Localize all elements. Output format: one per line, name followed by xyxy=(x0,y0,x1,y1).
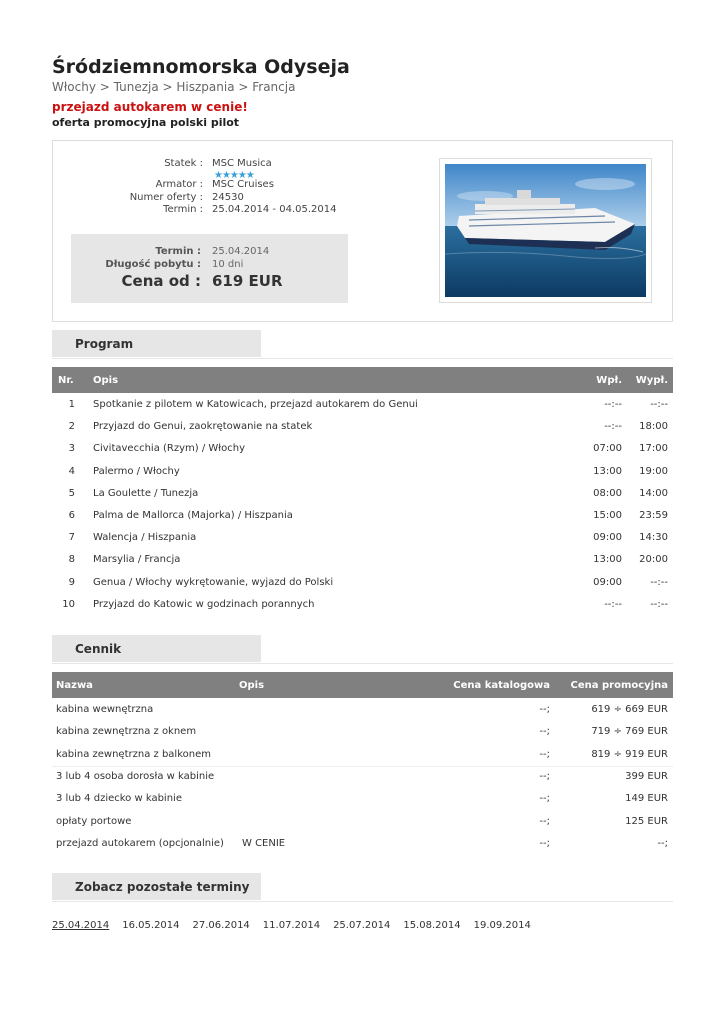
row-opis: Spotkanie z pilotem w Katowicach, przejazd autokarem do Genui xyxy=(93,399,418,410)
table-row xyxy=(52,721,673,743)
row-wpl: --:-- xyxy=(604,399,622,410)
col-cena-promocyjna: Cena promocyjna xyxy=(570,680,668,691)
page-title: Śródziemnomorska Odyseja xyxy=(52,56,350,78)
table-row xyxy=(52,572,673,594)
row-wypl: --:-- xyxy=(650,399,668,410)
row-cena-promocyjna: 619 ÷ 669 EUR xyxy=(591,704,668,715)
date-link[interactable]: 11.07.2014 xyxy=(262,920,321,931)
date-link[interactable]: 25.04.2014 xyxy=(52,920,110,931)
program-tab: Program xyxy=(52,330,261,357)
row-wypl: --:-- xyxy=(650,576,668,588)
terminy-section-heading xyxy=(52,873,673,902)
row-cena-promocyjna: 149 EUR xyxy=(625,793,668,805)
row-cena-katalogowa: --; xyxy=(539,748,550,760)
cennik-tab: Cennik xyxy=(52,635,261,662)
term-value: 25.04.2014 - 04.05.2014 xyxy=(212,204,337,215)
row-wpl: --:-- xyxy=(604,598,622,610)
row-cena-katalogowa: --; xyxy=(539,704,550,715)
row-cena-katalogowa: --; xyxy=(539,793,550,805)
row-nazwa: kabina wewnętrzna xyxy=(56,704,154,715)
row-cena-promocyjna: 399 EUR xyxy=(625,770,668,782)
row-nr: 3 xyxy=(68,443,75,455)
row-wypl: 23:59 xyxy=(639,510,668,521)
date-link[interactable]: 19.09.2014 xyxy=(473,920,531,931)
table-row xyxy=(52,394,673,416)
row-nazwa: kabina zewnętrzna z balkonem xyxy=(56,748,211,760)
table-row xyxy=(52,505,673,527)
promo-text: przejazd autokarem w cenie! xyxy=(52,100,248,114)
row-wpl: 09:00 xyxy=(593,532,622,544)
row-wypl: 14:30 xyxy=(639,532,668,544)
table-row xyxy=(52,811,673,833)
row-opis: Walencja / Hiszpania xyxy=(93,532,197,544)
price-term-label: Termin : xyxy=(155,246,201,257)
price-from-value: 619 EUR xyxy=(212,272,283,290)
row-nr: 9 xyxy=(68,576,75,588)
term-label: Termin : xyxy=(163,204,203,215)
row-wpl: 08:00 xyxy=(593,487,622,499)
price-box xyxy=(71,234,348,303)
table-row xyxy=(52,766,673,788)
table-row xyxy=(52,461,673,483)
row-cena-katalogowa: --; xyxy=(539,770,550,782)
ship-label: Statek : xyxy=(164,158,203,169)
col-nr: Nr. xyxy=(58,375,74,386)
other-dates-list xyxy=(52,920,544,931)
row-wypl: 17:00 xyxy=(639,443,668,455)
program-section-heading xyxy=(52,330,673,359)
table-row xyxy=(52,833,673,855)
table-row xyxy=(52,744,673,767)
row-nazwa: 3 lub 4 dziecko w kabinie xyxy=(56,793,182,805)
row-nr: 5 xyxy=(68,487,75,499)
col-nazwa: Nazwa xyxy=(56,680,93,691)
row-cennik-opis: W CENIE xyxy=(242,837,286,849)
row-wpl: 07:00 xyxy=(593,443,622,455)
row-nr: 4 xyxy=(68,465,75,477)
cruise-ship-image xyxy=(445,164,646,297)
row-nazwa: opłaty portowe xyxy=(56,815,132,827)
row-cena-promocyjna: 819 ÷ 919 EUR xyxy=(591,748,668,760)
row-cena-promocyjna: 719 ÷ 769 EUR xyxy=(591,726,668,738)
date-link[interactable]: 15.08.2014 xyxy=(403,920,461,931)
table-row xyxy=(52,788,673,810)
table-row xyxy=(52,416,673,438)
row-wpl: --:-- xyxy=(604,421,622,433)
offer-number-value: 24530 xyxy=(212,192,244,203)
row-wypl: 19:00 xyxy=(639,465,668,477)
row-wpl: 13:00 xyxy=(593,465,622,477)
col-wpl: Wpł. xyxy=(596,375,622,386)
row-nazwa: kabina zewnętrzna z oknem xyxy=(56,726,197,738)
row-opis: Przyjazd do Katowic w godzinach porannych xyxy=(93,598,315,610)
row-wypl: 18:00 xyxy=(639,421,668,433)
row-opis: Palma de Mallorca (Majorka) / Hiszpania xyxy=(93,510,293,521)
offer-info-box xyxy=(52,140,673,322)
table-row xyxy=(52,483,673,505)
price-from-label: Cena od : xyxy=(121,272,201,290)
row-opis: Marsylia / Francja xyxy=(93,554,181,566)
row-wpl: 13:00 xyxy=(593,554,622,566)
row-wypl: 14:00 xyxy=(639,487,668,499)
table-row xyxy=(52,699,673,721)
promo-subtext: oferta promocyjna polski pilot xyxy=(52,116,240,129)
row-cena-katalogowa: --; xyxy=(539,837,550,849)
cennik-table-header xyxy=(52,672,673,698)
table-row xyxy=(52,549,673,571)
route-breadcrumb: Włochy > Tunezja > Hiszpania > Francja xyxy=(52,80,296,94)
table-row xyxy=(52,527,673,549)
row-nazwa: przejazd autokarem (opcjonalnie) xyxy=(56,837,224,849)
row-opis: Genua / Włochy wykrętowanie, wyjazd do Polski xyxy=(93,576,334,588)
date-link[interactable]: 16.05.2014 xyxy=(122,920,180,931)
row-nr: 2 xyxy=(68,421,75,433)
ship-value[interactable]: MSC Musica xyxy=(212,158,272,169)
operator-value: MSC Cruises xyxy=(212,179,274,190)
row-cena-promocyjna: 125 EUR xyxy=(625,815,668,827)
row-wpl: 15:00 xyxy=(593,510,622,521)
col-cennik-opis: Opis xyxy=(239,680,265,691)
date-link[interactable]: 27.06.2014 xyxy=(192,920,250,931)
col-wypl: Wypł. xyxy=(635,375,668,386)
offer-number-label: Numer oferty : xyxy=(129,192,203,203)
duration-value: 10 dni xyxy=(212,259,244,270)
price-term-value: 25.04.2014 xyxy=(212,246,270,257)
operator-label: Armator : xyxy=(155,179,203,190)
row-cena-katalogowa: --; xyxy=(539,726,550,738)
row-nr: 10 xyxy=(62,598,75,610)
row-wpl: 09:00 xyxy=(593,576,622,588)
row-nr: 8 xyxy=(68,554,75,566)
col-opis: Opis xyxy=(93,375,119,386)
date-link[interactable]: 25.07.2014 xyxy=(333,920,391,931)
program-table-header xyxy=(52,367,673,393)
row-opis: Przyjazd do Genui, zaokrętowanie na statek xyxy=(93,421,313,433)
row-wypl: 20:00 xyxy=(639,554,668,566)
row-cena-katalogowa: --; xyxy=(539,815,550,827)
row-opis: La Goulette / Tunezja xyxy=(93,487,199,499)
row-nr: 1 xyxy=(68,399,75,410)
duration-label: Długość pobytu : xyxy=(105,259,201,270)
row-nr: 7 xyxy=(68,532,75,544)
table-row xyxy=(52,594,673,616)
row-opis: Palermo / Włochy xyxy=(93,465,180,477)
row-cena-promocyjna: --; xyxy=(657,837,668,849)
col-cena-katalogowa: Cena katalogowa xyxy=(453,680,550,691)
row-nr: 6 xyxy=(68,510,75,521)
terminy-tab: Zobacz pozostałe terminy xyxy=(52,873,261,900)
row-opis: Civitavecchia (Rzym) / Włochy xyxy=(93,443,245,455)
row-nazwa: 3 lub 4 osoba dorosła w kabinie xyxy=(56,770,215,782)
cennik-section-heading xyxy=(52,635,673,664)
ship-photo[interactable] xyxy=(439,158,652,303)
row-wypl: --:-- xyxy=(650,598,668,610)
ship-rating-stars-icon: ★★★★★ xyxy=(214,170,254,181)
table-row xyxy=(52,438,673,460)
